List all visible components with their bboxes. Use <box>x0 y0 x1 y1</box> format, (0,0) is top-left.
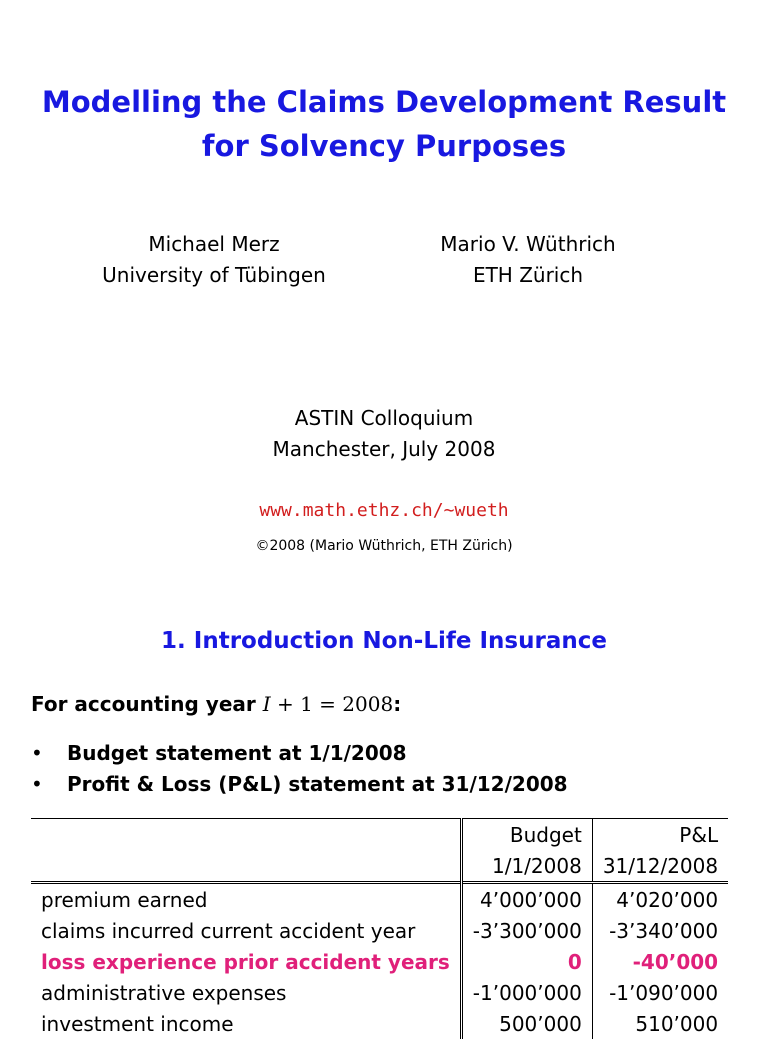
section-heading: 1. Introduction Non-Life Insurance <box>161 628 607 654</box>
accounting-year-line <box>31 692 401 716</box>
slide-title <box>0 80 768 168</box>
header-cell-pl-date: 31/12/2008 <box>592 850 728 883</box>
row-pl-value: -1’090’000 <box>592 977 728 1008</box>
bullet-item-pl <box>31 769 568 800</box>
intro-prefix: For accounting year <box>31 692 263 716</box>
bullet-item-budget <box>31 738 568 769</box>
row-label: administrative expenses <box>41 980 287 1005</box>
author-block-wuthrich <box>378 229 678 291</box>
row-budget-value: -1’000’000 <box>461 977 592 1008</box>
author-affiliation: ETH Zürich <box>472 263 584 287</box>
table-row-highlighted <box>31 946 728 977</box>
author-affiliation: University of Tübingen <box>102 263 326 287</box>
event-name: ASTIN Colloquium <box>294 406 474 430</box>
intro-suffix: : <box>393 692 402 716</box>
row-label: claims incurred current accident year <box>41 918 416 943</box>
row-pl-value: 4’020’000 <box>592 883 728 916</box>
row-budget-value: 4’000’000 <box>461 883 592 916</box>
bullet-dot-icon: • <box>31 741 43 765</box>
row-budget-value: -3’300’000 <box>461 915 592 946</box>
row-pl-value: -3’340’000 <box>592 915 728 946</box>
event-info <box>0 403 768 465</box>
row-pl-value: 510’000 <box>592 1008 728 1039</box>
table-header-row <box>31 819 728 851</box>
equation-rest: + 1 = 2008 <box>270 692 394 716</box>
header-cell <box>31 850 461 883</box>
title-line-1: Modelling the Claims Development Result <box>41 85 727 119</box>
event-place-date: Manchester, July 2008 <box>272 437 496 461</box>
bullet-text: Profit & Loss (P&L) statement at 31/12/2008 <box>67 772 568 796</box>
copyright-notice: ©2008 (Mario Wüthrich, ETH Zürich) <box>255 538 513 554</box>
header-cell-budget-date: 1/1/2008 <box>461 850 592 883</box>
table-row <box>31 883 728 916</box>
header-cell-budget: Budget <box>461 819 592 851</box>
row-budget-value: 500’000 <box>461 1008 592 1039</box>
header-cell-pl: P&L <box>592 819 728 851</box>
intro-equation <box>263 692 393 716</box>
author-name: Mario V. Wüthrich <box>440 232 616 256</box>
bullet-dot-icon: • <box>31 772 43 796</box>
row-label: loss experience prior accident years <box>41 949 450 974</box>
header-cell <box>31 819 461 851</box>
author-name: Michael Merz <box>148 232 280 256</box>
website-link[interactable]: www.math.ethz.ch/∼wueth <box>259 500 509 521</box>
table-row <box>31 915 728 946</box>
table-row <box>31 977 728 1008</box>
row-budget-value: 0 <box>461 946 592 977</box>
bullet-text: Budget statement at 1/1/2008 <box>67 741 407 765</box>
bullet-list <box>31 738 568 800</box>
row-pl-value: -40’000 <box>592 946 728 977</box>
budget-pl-table <box>31 818 728 1039</box>
row-label: premium earned <box>31 883 461 916</box>
row-label: investment income <box>41 1011 234 1036</box>
author-block-merz <box>64 229 364 291</box>
title-line-2: for Solvency Purposes <box>201 129 567 163</box>
equation-variable: I <box>262 692 271 716</box>
table-header-row <box>31 850 728 883</box>
